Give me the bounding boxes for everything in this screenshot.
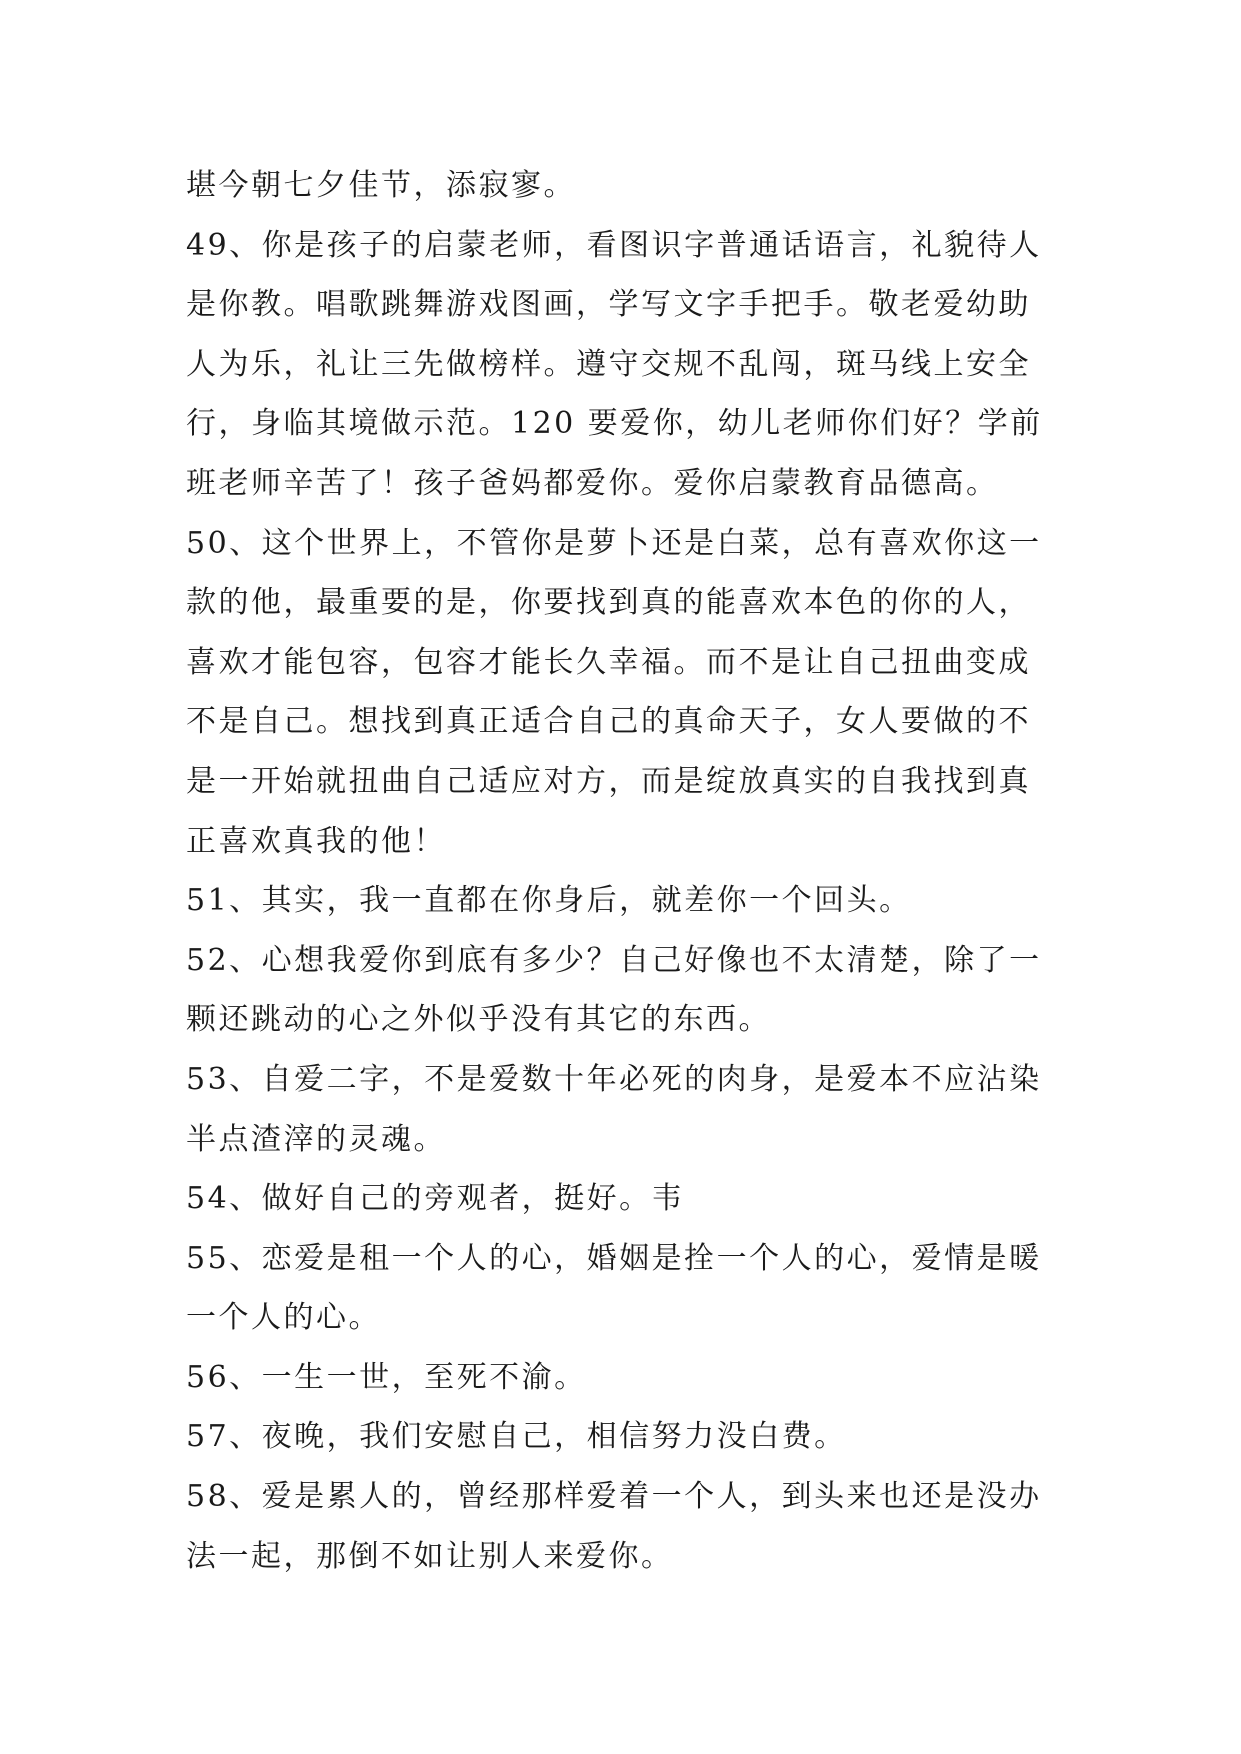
text-line: 人为乐，礼让三先做榜样。遵守交规不乱闯，斑马线上安全	[186, 346, 1031, 382]
text-line: 58、爱是累人的，曾经那样爱着一个人，到头来也还是没办	[186, 1479, 1042, 1515]
text-line: 喜欢才能包容，包容才能长久幸福。而不是让自己扭曲变成	[186, 644, 1031, 680]
text-line: 是一开始就扭曲自己适应对方，而是绽放真实的自我找到真	[186, 763, 1031, 799]
text-line: 颗还跳动的心之外似乎没有其它的东西。	[186, 1002, 771, 1038]
text-line: 56、一生一世，至死不渝。	[186, 1359, 587, 1395]
text-line: 堪今朝七夕佳节，添寂寥。	[186, 168, 576, 203]
text-line: 一个人的心。	[186, 1300, 381, 1336]
text-line: 半点渣滓的灵魂。	[186, 1121, 446, 1157]
text-line: 51、其实，我一直都在你身后，就差你一个回头。	[186, 883, 912, 919]
body-text	[186, 156, 1066, 1586]
text-line: 57、夜晚，我们安慰自己，相信努力没白费。	[186, 1419, 847, 1455]
text-line: 53、自爱二字，不是爱数十年必死的肉身，是爱本不应沾染	[186, 1061, 1042, 1097]
text-line: 52、心想我爱你到底有多少？自己好像也不太清楚，除了一	[186, 942, 1042, 978]
text-line: 是你教。唱歌跳舞游戏图画，学写文字手把手。敬老爱幼助	[186, 287, 1031, 323]
text-line: 正喜欢真我的他！	[186, 823, 446, 859]
text-line: 不是自己。想找到真正适合自己的真命天子，女人要做的不	[186, 704, 1031, 740]
text-line: 55、恋爱是租一个人的心，婚姻是拴一个人的心，爱情是暖	[186, 1240, 1042, 1276]
text-line: 49、你是孩子的启蒙老师，看图识字普通话语言，礼貌待人	[186, 227, 1042, 263]
text-line: 款的他，最重要的是，你要找到真的能喜欢本色的你的人，	[186, 585, 1031, 621]
text-line: 行，身临其境做示范。120 要爱你，幼儿老师你们好？学前	[186, 406, 1043, 442]
text-line: 54、做好自己的旁观者，挺好。韦	[186, 1181, 685, 1217]
text-line: 班老师辛苦了！孩子爸妈都爱你。爱你启蒙教育品德高。	[186, 465, 999, 501]
text-line: 法一起，那倒不如让别人来爱你。	[186, 1538, 674, 1574]
text-line: 50、这个世界上，不管你是萝卜还是白菜，总有喜欢你这一	[186, 525, 1042, 561]
